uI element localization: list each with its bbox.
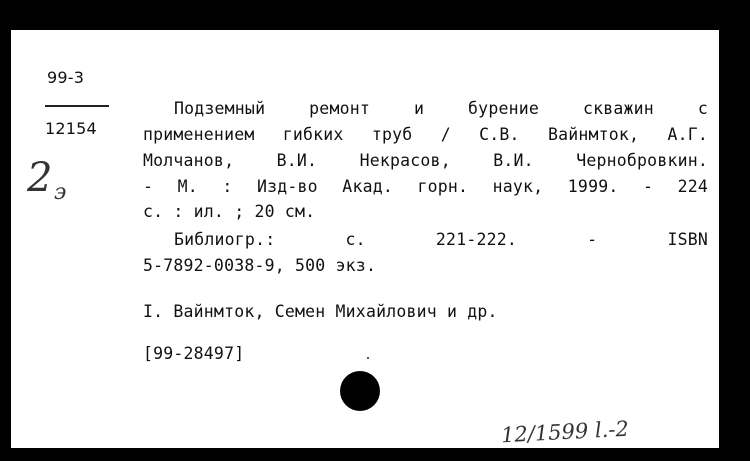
handwritten-mark-sub: э — [54, 180, 67, 205]
record-number: [99-28497] — [143, 344, 245, 363]
speck — [367, 357, 369, 359]
description-line-1: Подземный ремонт и бурение скважин с — [174, 99, 708, 118]
index-number-bottom: 12154 — [45, 119, 97, 138]
catalog-card — [11, 30, 719, 448]
index-number-top: 99-3 — [47, 68, 85, 87]
handwritten-footer: 12/1599 l.-2 — [500, 416, 630, 448]
description-line-4: - М. : Изд-во Акад. горн. наук, 1999. - 224 — [143, 177, 708, 196]
description-line-3: Молчанов, В.И. Некрасов, В.И. Чернобровкин. — [143, 151, 708, 170]
description-line-2: применением гибких труб / С.В. Вайнмток, А.Г. — [143, 125, 708, 144]
handwritten-mark: 2 — [27, 155, 53, 201]
index-divider — [45, 105, 109, 107]
bibliography-line-1: Библиогр.: с. 221-222. - ISBN — [174, 230, 708, 249]
punch-hole — [340, 371, 380, 411]
bibliography-line-2: 5-7892-0038-9, 500 экз. — [143, 256, 377, 275]
tracing-line: I. Вайнмток, Семен Михайлович и др. — [143, 302, 498, 321]
description-line-5: с. : ил. ; 20 см. — [143, 202, 316, 221]
